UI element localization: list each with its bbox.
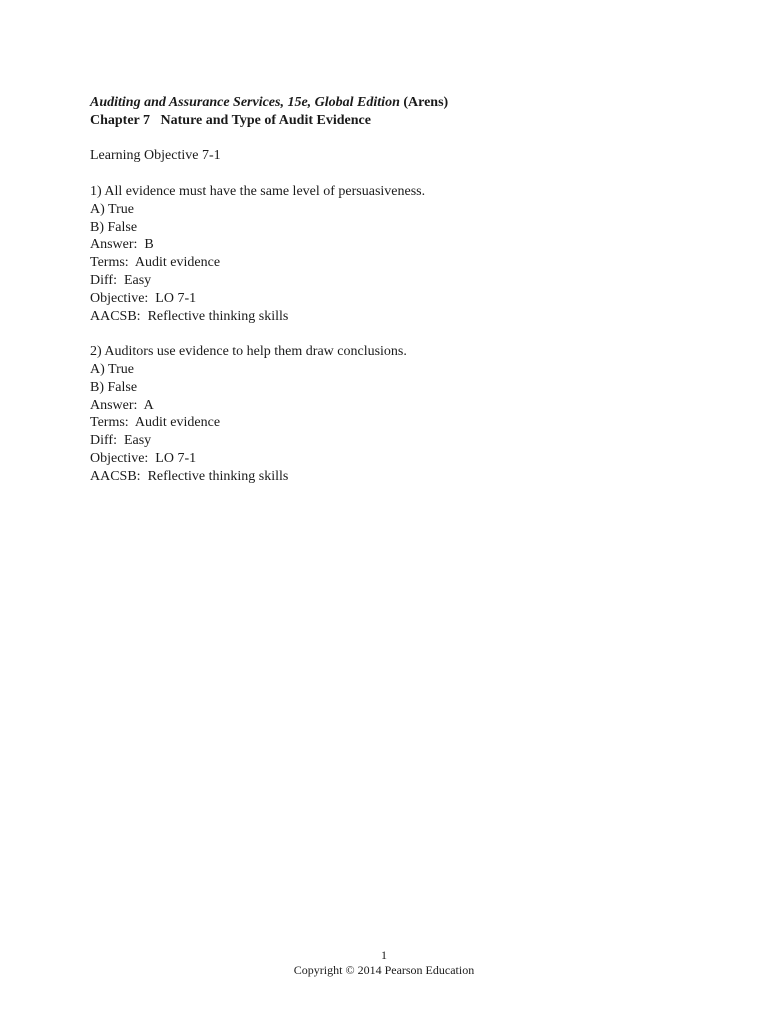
question-stem: 2) Auditors use evidence to help them draw conclusions. <box>90 344 407 360</box>
objective: Objective: LO 7-1 <box>90 450 197 466</box>
page-number: 1 <box>381 948 387 962</box>
copyright-notice: Copyright © 2014 Pearson Education <box>293 963 475 977</box>
terms: Terms: Audit evidence <box>90 255 221 271</box>
aacsb: AACSB: Reflective thinking skills <box>90 308 289 324</box>
spacer <box>90 325 690 343</box>
spacer <box>90 165 690 183</box>
spacer <box>90 130 690 148</box>
book-title: Auditing and Assurance Services, 15e, Global Edition <box>90 95 400 110</box>
question-block <box>90 183 690 325</box>
learning-objective-heading: Learning Objective 7-1 <box>90 148 221 164</box>
book-title-line <box>90 94 690 112</box>
option-a: A) True <box>90 361 134 377</box>
option-b: B) False <box>90 219 138 235</box>
aacsb: AACSB: Reflective thinking skills <box>90 468 289 484</box>
difficulty: Diff: Easy <box>90 272 152 288</box>
option-a: A) True <box>90 201 134 217</box>
page-content <box>90 94 690 486</box>
question-stem: 1) All evidence must have the same level of persuasiveness. <box>90 183 426 199</box>
objective: Objective: LO 7-1 <box>90 290 197 306</box>
book-author: (Arens) <box>403 95 449 110</box>
answer: Answer: A <box>90 397 154 413</box>
answer: Answer: B <box>90 237 154 253</box>
option-b: B) False <box>90 379 138 395</box>
terms: Terms: Audit evidence <box>90 415 221 431</box>
difficulty: Diff: Easy <box>90 433 152 449</box>
question-block <box>90 343 690 485</box>
chapter-title: Chapter 7 Nature and Type of Audit Evidence <box>90 112 371 128</box>
